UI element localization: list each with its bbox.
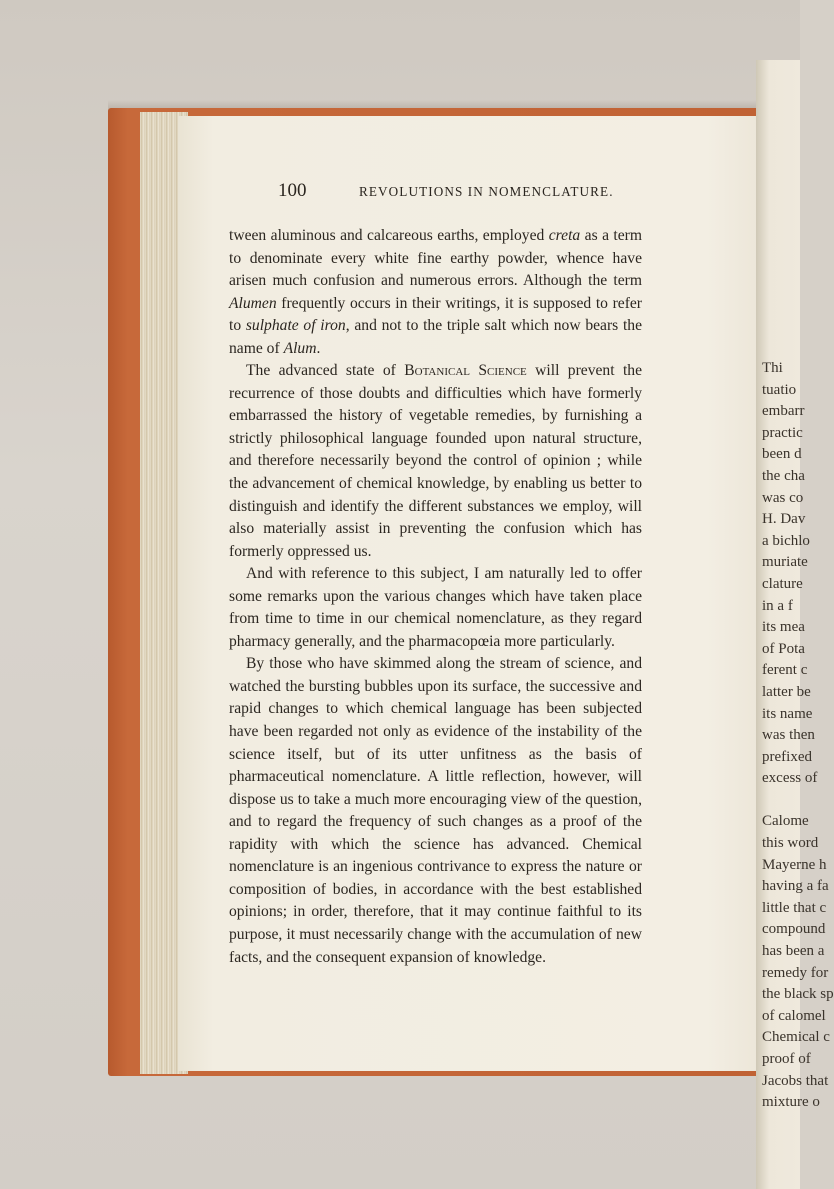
paragraph-3: And with reference to this subject, I am naturally led to offer some remarks upon the various changes which have taken place from time to time in our chemical nomenclature, as they regard pharmacy generally, and the pharmacopœia more particularly. <box>229 565 642 650</box>
facing-page-fragment: little that c <box>762 899 827 916</box>
facing-page-fragment: has been a <box>762 943 825 960</box>
facing-page-fragment: ferent c <box>762 662 808 679</box>
facing-page-fragment: of calomel <box>762 1007 826 1024</box>
facing-page-fragment: practic <box>762 424 803 441</box>
facing-page-fragment: H. Dav <box>762 511 806 528</box>
facing-page-fragment: was co <box>762 489 804 506</box>
facing-page-fragment: been d <box>762 446 802 463</box>
facing-page-fragment: was then <box>762 727 815 744</box>
facing-page-fragment: prefixed <box>762 748 812 765</box>
facing-page-fragment: clature <box>762 575 803 592</box>
facing-page-fragment: this word <box>762 835 819 852</box>
facing-page-fragment: compound <box>762 921 826 938</box>
facing-page-fragment: remedy for <box>762 964 829 981</box>
facing-page-fragment: Chemical c <box>762 1029 830 1046</box>
paragraph-2: The advanced state of Botanical Science will prevent the recurrence of those doubts and difficulties which have formerly embarrassed the history of vegetable remedies, by furnishing a strictly philosophical language founded upon natural structure, and therefore necessarily beyond the control of opinion ; while the advancement of chemical knowledge, by enabling us better to distinguish and identify the different substances we employ, will also materially assist in preventing the confusion which has formerly oppressed us. <box>229 362 642 560</box>
facing-page-fragment: embarr <box>762 403 805 420</box>
page-header <box>278 180 698 210</box>
facing-page-fragment: Calome <box>762 813 809 830</box>
paragraph-4: By those who have skimmed along the stream of science, and watched the bursting bubbles upon its surface, the successive and rapid changes to which chemical language has been subjected have been regarded not only as evidence of the instability of the science itself, but of its utter unfitness as the basis of pharmaceutical nomenclature. A little reflection, however, will dispose us to take a much more encouraging view of the question, and to regard the frequency of such changes as a proof of the rapidity with which the science has advanced. Chemical nomenclature is an ingenious contrivance to express the nature or composition of bodies, in accordance with the best established opinions; in order, therefore, that it may continue faithful to its purpose, it must necessarily change with the accumulation of new facts, and the consequent expansion of knowledge. <box>229 655 642 966</box>
facing-page-fragment: a bichlo <box>762 532 810 549</box>
facing-page-text <box>762 358 834 1114</box>
facing-page-fragment: its mea <box>762 619 805 636</box>
facing-page-fragment: muriate <box>762 554 808 571</box>
facing-page-fragment: Thi <box>762 360 783 376</box>
facing-page-fragment: its name <box>762 705 813 722</box>
facing-page-fragment: excess of <box>762 770 818 787</box>
facing-page-fragment: the cha <box>762 467 805 484</box>
paragraph-1: tween aluminous and calcareous earths, employed creta as a term to denominate every white fine earthy powder, whence have arisen much confusion and numerous errors. Although the term Alumen frequently occurs in their writings, it is supposed to refer to sulphate of iron, and not to the triple salt which now bears the name of Alum. <box>229 227 643 357</box>
facing-page-fragment: tuatio <box>762 381 797 398</box>
facing-page-fragment: in a f <box>762 597 793 614</box>
facing-page-fragment <box>762 790 822 812</box>
facing-page-fragment: of Pota <box>762 640 805 657</box>
facing-page-fragment: Jacobs that <box>762 1072 829 1089</box>
facing-page-fragment: latter be <box>762 683 811 700</box>
body-text <box>229 225 642 969</box>
facing-page-fragment: the black sp <box>762 986 834 1003</box>
facing-page-fragment: proof of <box>762 1051 811 1067</box>
facing-page-fragment: having a fa <box>762 878 829 895</box>
facing-page-edge <box>756 60 834 1189</box>
facing-page-fragment: Mayerne h <box>762 856 827 873</box>
facing-page-fragment: mixture o <box>762 1094 820 1111</box>
page-number: 100 <box>278 180 307 201</box>
running-head: REVOLUTIONS IN NOMENCLATURE. <box>359 184 614 199</box>
